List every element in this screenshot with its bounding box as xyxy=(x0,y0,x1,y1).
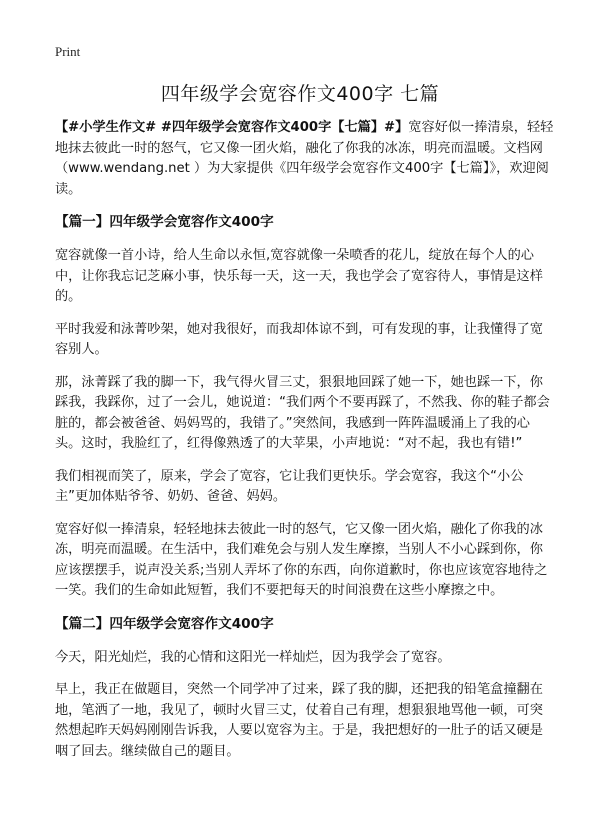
intro-text: 宽容好似一捧清泉，轻轻地抹去彼此一时的怒气，它又像一团火焰，融化了你我的冰冻，明亮而温暖。文档网（www.wendang.net ）为大家提供《四年级学会宽容作文400字【七篇】》，欢迎阅读。 xyxy=(55,120,554,197)
section-heading-2: 【篇二】四年级学会宽容作文400字 xyxy=(55,615,274,632)
paragraph: 宽容就像一首小诗，给人生命以永恒,宽容就像一朵喷香的花儿，绽放在每个人的心中，让你我忘记芝麻小事，快乐每一天，这一天，我也学会了宽容待人，事情是这样的。 xyxy=(55,248,543,304)
paragraph: 我们相视而笑了，原来，学会了宽容，它让我们更快乐。学会宽容，我这个“小公主”更加体贴爷爷、奶奶、爸爸、妈妈。 xyxy=(55,468,524,504)
print-label: Print xyxy=(55,44,81,59)
paragraph: 宽容好似一捧清泉，轻轻地抹去彼此一时的怒气，它又像一团火焰，融化了你我的冰冻，明亮而温暖。在生活中，我们难免会与别人发生摩擦，当别人不小心踩到你，你应该摆摆手，说声没关系;当别人弄坏了你的东西，向你道歉时，你也应该宽容地待之一笑。我们的生命如此短暂，我们不要把每天的时间浪费在这些小摩擦之中。 xyxy=(55,521,548,598)
article-body xyxy=(55,118,555,774)
intro-paragraph xyxy=(55,118,555,200)
intro-tags: 【#小学生作文# #四年级学会宽容作文400字【七篇】#】 xyxy=(55,120,409,135)
paragraph: 今天，阳光灿烂，我的心情和这阳光一样灿烂，因为我学会了宽容。 xyxy=(55,649,451,665)
paragraph: 那，泳菁踩了我的脚一下，我气得火冒三丈，狠狠地回踩了她一下，她也踩一下，你踩我，我踩你，过了一会儿，她说道：“我们两个不要再踩了，不然我、你的鞋子都会脏的，都会被爸爸、妈妈骂的，我错了。”突然间，我感到一阵阵温暖涌上了我的心头。这时，我脸红了，红得像熟透了的大苹果，小声地说：“对不起，我也有错!” xyxy=(55,374,550,451)
page-title: 四年级学会宽容作文400字 七篇 xyxy=(160,83,440,105)
paragraph: 早上，我正在做题目，突然一个同学冲了过来，踩了我的脚，还把我的铅笔盒撞翻在地，笔洒了一地，我见了，顿时火冒三丈，仗着自己有理，想狠狠地骂他一顿，可突然想起昨天妈妈刚刚告诉我，人要以宽容为主。于是，我把想好的一肚子的话又硬是咽了回去。继续做自己的题目。 xyxy=(55,682,543,759)
section-heading-1: 【篇一】四年级学会宽容作文400字 xyxy=(55,214,274,230)
paragraph: 平时我爱和泳菁吵架，她对我很好，而我却体谅不到，可有发现的事，让我懂得了宽容别人。 xyxy=(55,321,543,357)
